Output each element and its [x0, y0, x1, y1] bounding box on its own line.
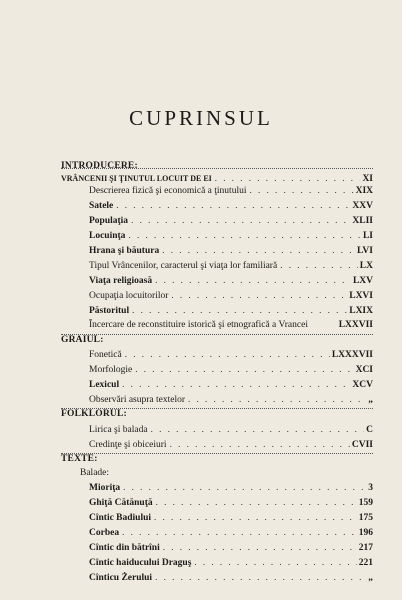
dot-leader [152, 571, 366, 583]
entry-page: XCV [352, 380, 373, 390]
entry-page: CVII [351, 440, 373, 450]
entry-label: Satele [89, 201, 114, 211]
entry-label: Balade: [80, 468, 110, 478]
toc-entry[interactable] [89, 184, 373, 196]
entry-page: LVI [356, 246, 373, 256]
entry-page: „ [368, 395, 373, 405]
entry-page: XXV [352, 201, 373, 211]
entry-label: Ghiţă Cătănuţă [89, 498, 153, 508]
entry-page: 221 [358, 558, 373, 568]
entry-label: Locuinţa [89, 231, 126, 241]
entry-page: LXXVII [338, 320, 373, 330]
section-heading [61, 160, 373, 172]
toc-entry[interactable] [89, 526, 373, 538]
dot-leader [122, 348, 330, 360]
toc-entry[interactable] [61, 172, 373, 184]
section-label: GRAIUL: [61, 335, 104, 345]
dot-leader [129, 304, 347, 316]
dot-leader [119, 378, 350, 390]
entry-label: Lexicul [89, 380, 120, 390]
toc-entry[interactable] [89, 304, 373, 316]
entry-label: Hrana şi băutura [89, 246, 160, 256]
entry-label: Ocupaţia locuitorilor [89, 291, 169, 301]
entry-label: VRÂNCENII ŞI ŢINUTUL LOCUIT DE EI [61, 174, 212, 183]
toc-entry[interactable] [89, 481, 373, 493]
toc-entry[interactable] [89, 259, 373, 271]
entry-page: XLII [352, 216, 373, 226]
entry-page: LXXXVII [331, 350, 373, 360]
entry-label: Mioriţa [89, 483, 121, 493]
entry-page: XCI [355, 365, 373, 375]
dot-leader [246, 184, 353, 196]
toc-entry[interactable] [89, 378, 373, 390]
entry-page: „ [368, 573, 373, 583]
entry-label: Credinţe şi obiceiuri [89, 440, 167, 450]
entry-page: 196 [358, 528, 373, 538]
dot-leader [113, 199, 350, 211]
section-label: FOLKLORUL: [61, 409, 127, 419]
toc-entry[interactable] [89, 511, 373, 523]
entry-page: 159 [358, 498, 373, 508]
dot-leader [191, 556, 356, 568]
dot-leader [119, 526, 357, 538]
dot-leader [167, 438, 350, 450]
page-title: CUPRINSUL [129, 106, 273, 130]
entry-label: Morfologie [89, 365, 133, 375]
entry-label: Cîntic din bătrîni [89, 543, 160, 553]
toc-entry[interactable] [89, 393, 373, 405]
dot-leader [120, 481, 366, 493]
section-label: TEXTE: [61, 454, 98, 464]
entry-page: XI [362, 174, 373, 184]
toc-entry[interactable] [89, 274, 373, 286]
entry-label: Viaţa religioasă [89, 276, 153, 286]
toc-entry[interactable] [89, 438, 373, 450]
entry-page: 3 [368, 483, 373, 493]
entry-page: 217 [358, 543, 373, 553]
entry-page: LXV [352, 276, 373, 286]
entry-label: Observări asupra textelor [89, 395, 186, 405]
dot-leader [148, 423, 365, 435]
entry-label: Descrierea fizică şi economică a ţinutului [89, 186, 247, 196]
entry-page: LXVI [349, 291, 373, 301]
toc-entry[interactable] [89, 214, 373, 226]
dot-leader [128, 214, 350, 226]
entry-page: LXIX [349, 306, 373, 316]
entry-page: C [366, 425, 373, 435]
entry-label: Lirica şi balada [89, 425, 148, 435]
entry-label: Cîntic haiducului Draguş [89, 558, 192, 568]
dot-leader [153, 496, 357, 508]
section-heading [61, 408, 373, 420]
toc-entry[interactable] [89, 319, 373, 331]
dot-leader [277, 259, 358, 271]
entry-page: LI [362, 231, 373, 241]
section-heading [61, 334, 373, 346]
entry-label: Păstoritul [89, 306, 130, 316]
dot-leader [185, 393, 366, 405]
toc-entry[interactable] [89, 571, 373, 583]
dot-leader [151, 511, 357, 523]
entry-page: XIX [355, 186, 373, 196]
dot-leader [168, 289, 347, 301]
toc-subheading [80, 467, 373, 479]
dot-leader [212, 172, 361, 184]
toc-entry[interactable] [89, 363, 373, 375]
section-label: INTRODUCERE: [61, 161, 138, 171]
dot-leader [160, 541, 357, 553]
entry-label: Populaţia [89, 216, 129, 226]
toc-entry[interactable] [89, 541, 373, 553]
entry-page: LX [359, 261, 373, 271]
dot-leader [132, 363, 353, 375]
entry-page: 175 [358, 513, 373, 523]
dot-leader [159, 244, 355, 256]
entry-label: Corbea [89, 528, 120, 538]
toc-entry[interactable] [89, 423, 373, 435]
entry-label: Cîntic Badiului [89, 513, 152, 523]
toc-entry[interactable] [89, 199, 373, 211]
entry-label: Cînticu Żerului [89, 573, 153, 583]
section-heading [61, 453, 373, 465]
toc-entry[interactable] [89, 496, 373, 508]
toc-entry[interactable] [89, 289, 373, 301]
toc-entry[interactable] [89, 348, 373, 360]
toc-entry[interactable] [89, 244, 373, 256]
entry-label: Fonetică [89, 350, 122, 360]
dot-leader [125, 229, 361, 241]
toc-entry[interactable] [89, 556, 373, 568]
toc-entry[interactable] [89, 229, 373, 241]
dot-leader [152, 274, 351, 286]
entry-label: Încercare de reconstituire istorică şi etnografică a Vrancei [89, 320, 308, 330]
entry-label: Tipul Vrâncenilor, caracterul şi viaţa lor familiară [89, 261, 278, 271]
